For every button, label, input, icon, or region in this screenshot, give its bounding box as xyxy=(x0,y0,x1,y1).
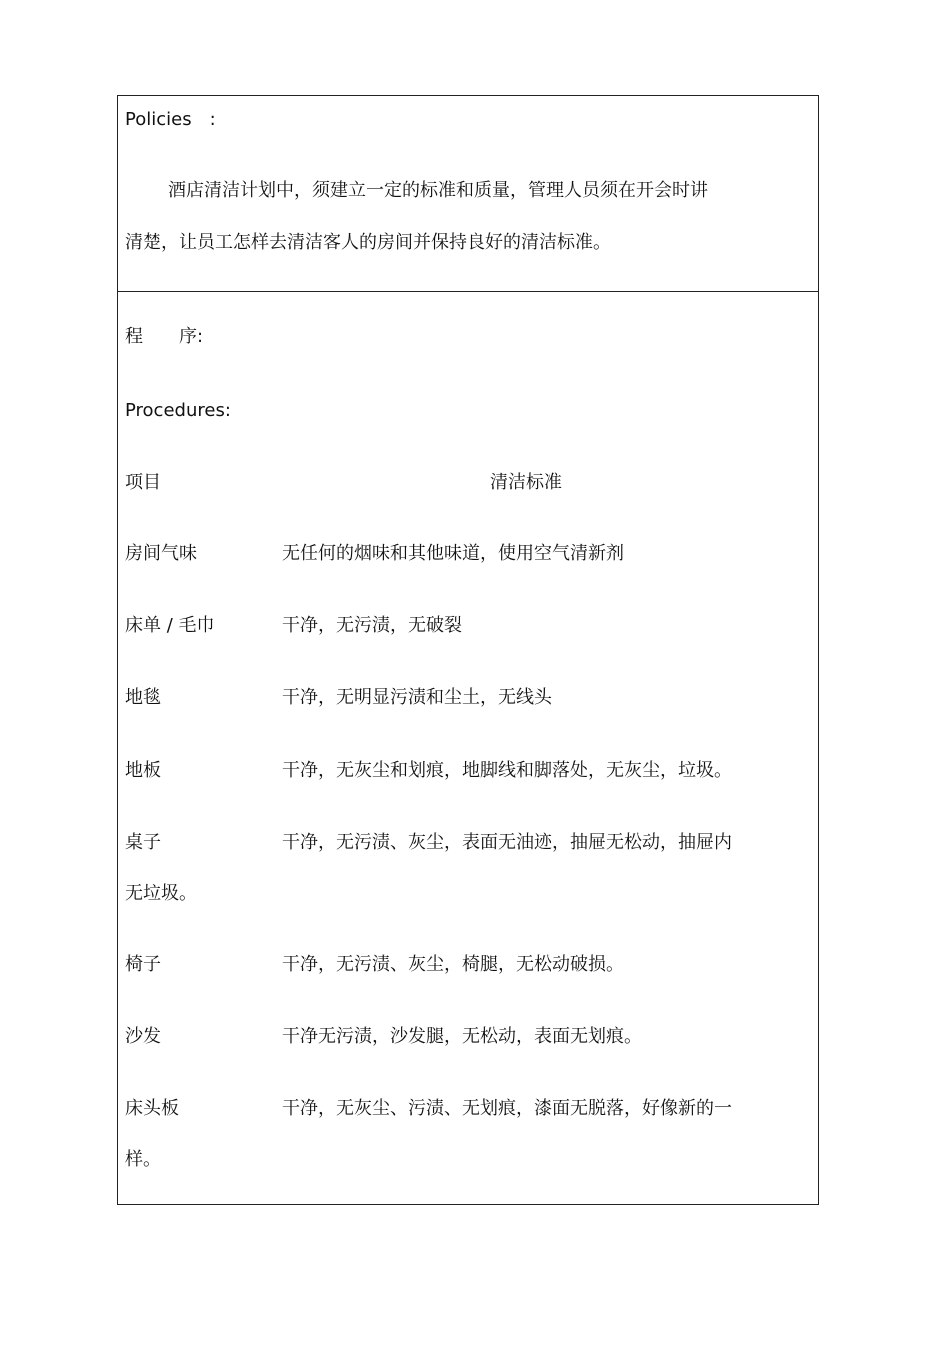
header-item: 项目 xyxy=(125,472,161,493)
row-item: 房间气味 xyxy=(125,543,197,564)
header-standard: 清洁标准 xyxy=(490,472,562,493)
row-standard-cont: 无垃圾。 xyxy=(125,883,197,904)
row-standard: 干净，无污渍、灰尘，表面无油迹，抽屉无松动，抽屉内 xyxy=(282,832,732,853)
row-item: 地毯 xyxy=(125,687,161,708)
row-standard: 干净，无污渍，无破裂 xyxy=(282,615,462,636)
policies-text-line1: 酒店清洁计划中，须建立一定的标准和质量，管理人员须在开会时讲 xyxy=(168,180,708,201)
row-item: 椅子 xyxy=(125,954,161,975)
row-standard: 干净，无灰尘和划痕，地脚线和脚落处，无灰尘，垃圾。 xyxy=(282,760,732,781)
row-standard: 干净，无明显污渍和尘土，无线头 xyxy=(282,687,552,708)
row-item: 床单 / 毛巾 xyxy=(125,615,215,636)
policies-text-line2: 清楚，让员工怎样去清洁客人的房间并保持良好的清洁标准。 xyxy=(125,232,611,253)
row-standard: 干净无污渍，沙发腿，无松动，表面无划痕。 xyxy=(282,1026,642,1047)
procedures-section xyxy=(117,291,819,1205)
row-standard-cont: 样。 xyxy=(125,1149,161,1170)
policies-section xyxy=(117,95,819,292)
row-item: 地板 xyxy=(125,760,161,781)
procedures-label-en: Procedures: xyxy=(125,400,231,421)
row-item: 沙发 xyxy=(125,1026,161,1047)
row-item: 床头板 xyxy=(125,1098,179,1119)
row-standard: 干净，无污渍、灰尘，椅腿，无松动破损。 xyxy=(282,954,624,975)
row-standard: 无任何的烟味和其他味道，使用空气清新剂 xyxy=(282,543,624,564)
policies-label: Policies : xyxy=(125,109,216,130)
procedures-label-cn: 程 序: xyxy=(125,326,204,347)
row-item: 桌子 xyxy=(125,832,161,853)
row-standard: 干净，无灰尘、污渍、无划痕，漆面无脱落，好像新的一 xyxy=(282,1098,732,1119)
